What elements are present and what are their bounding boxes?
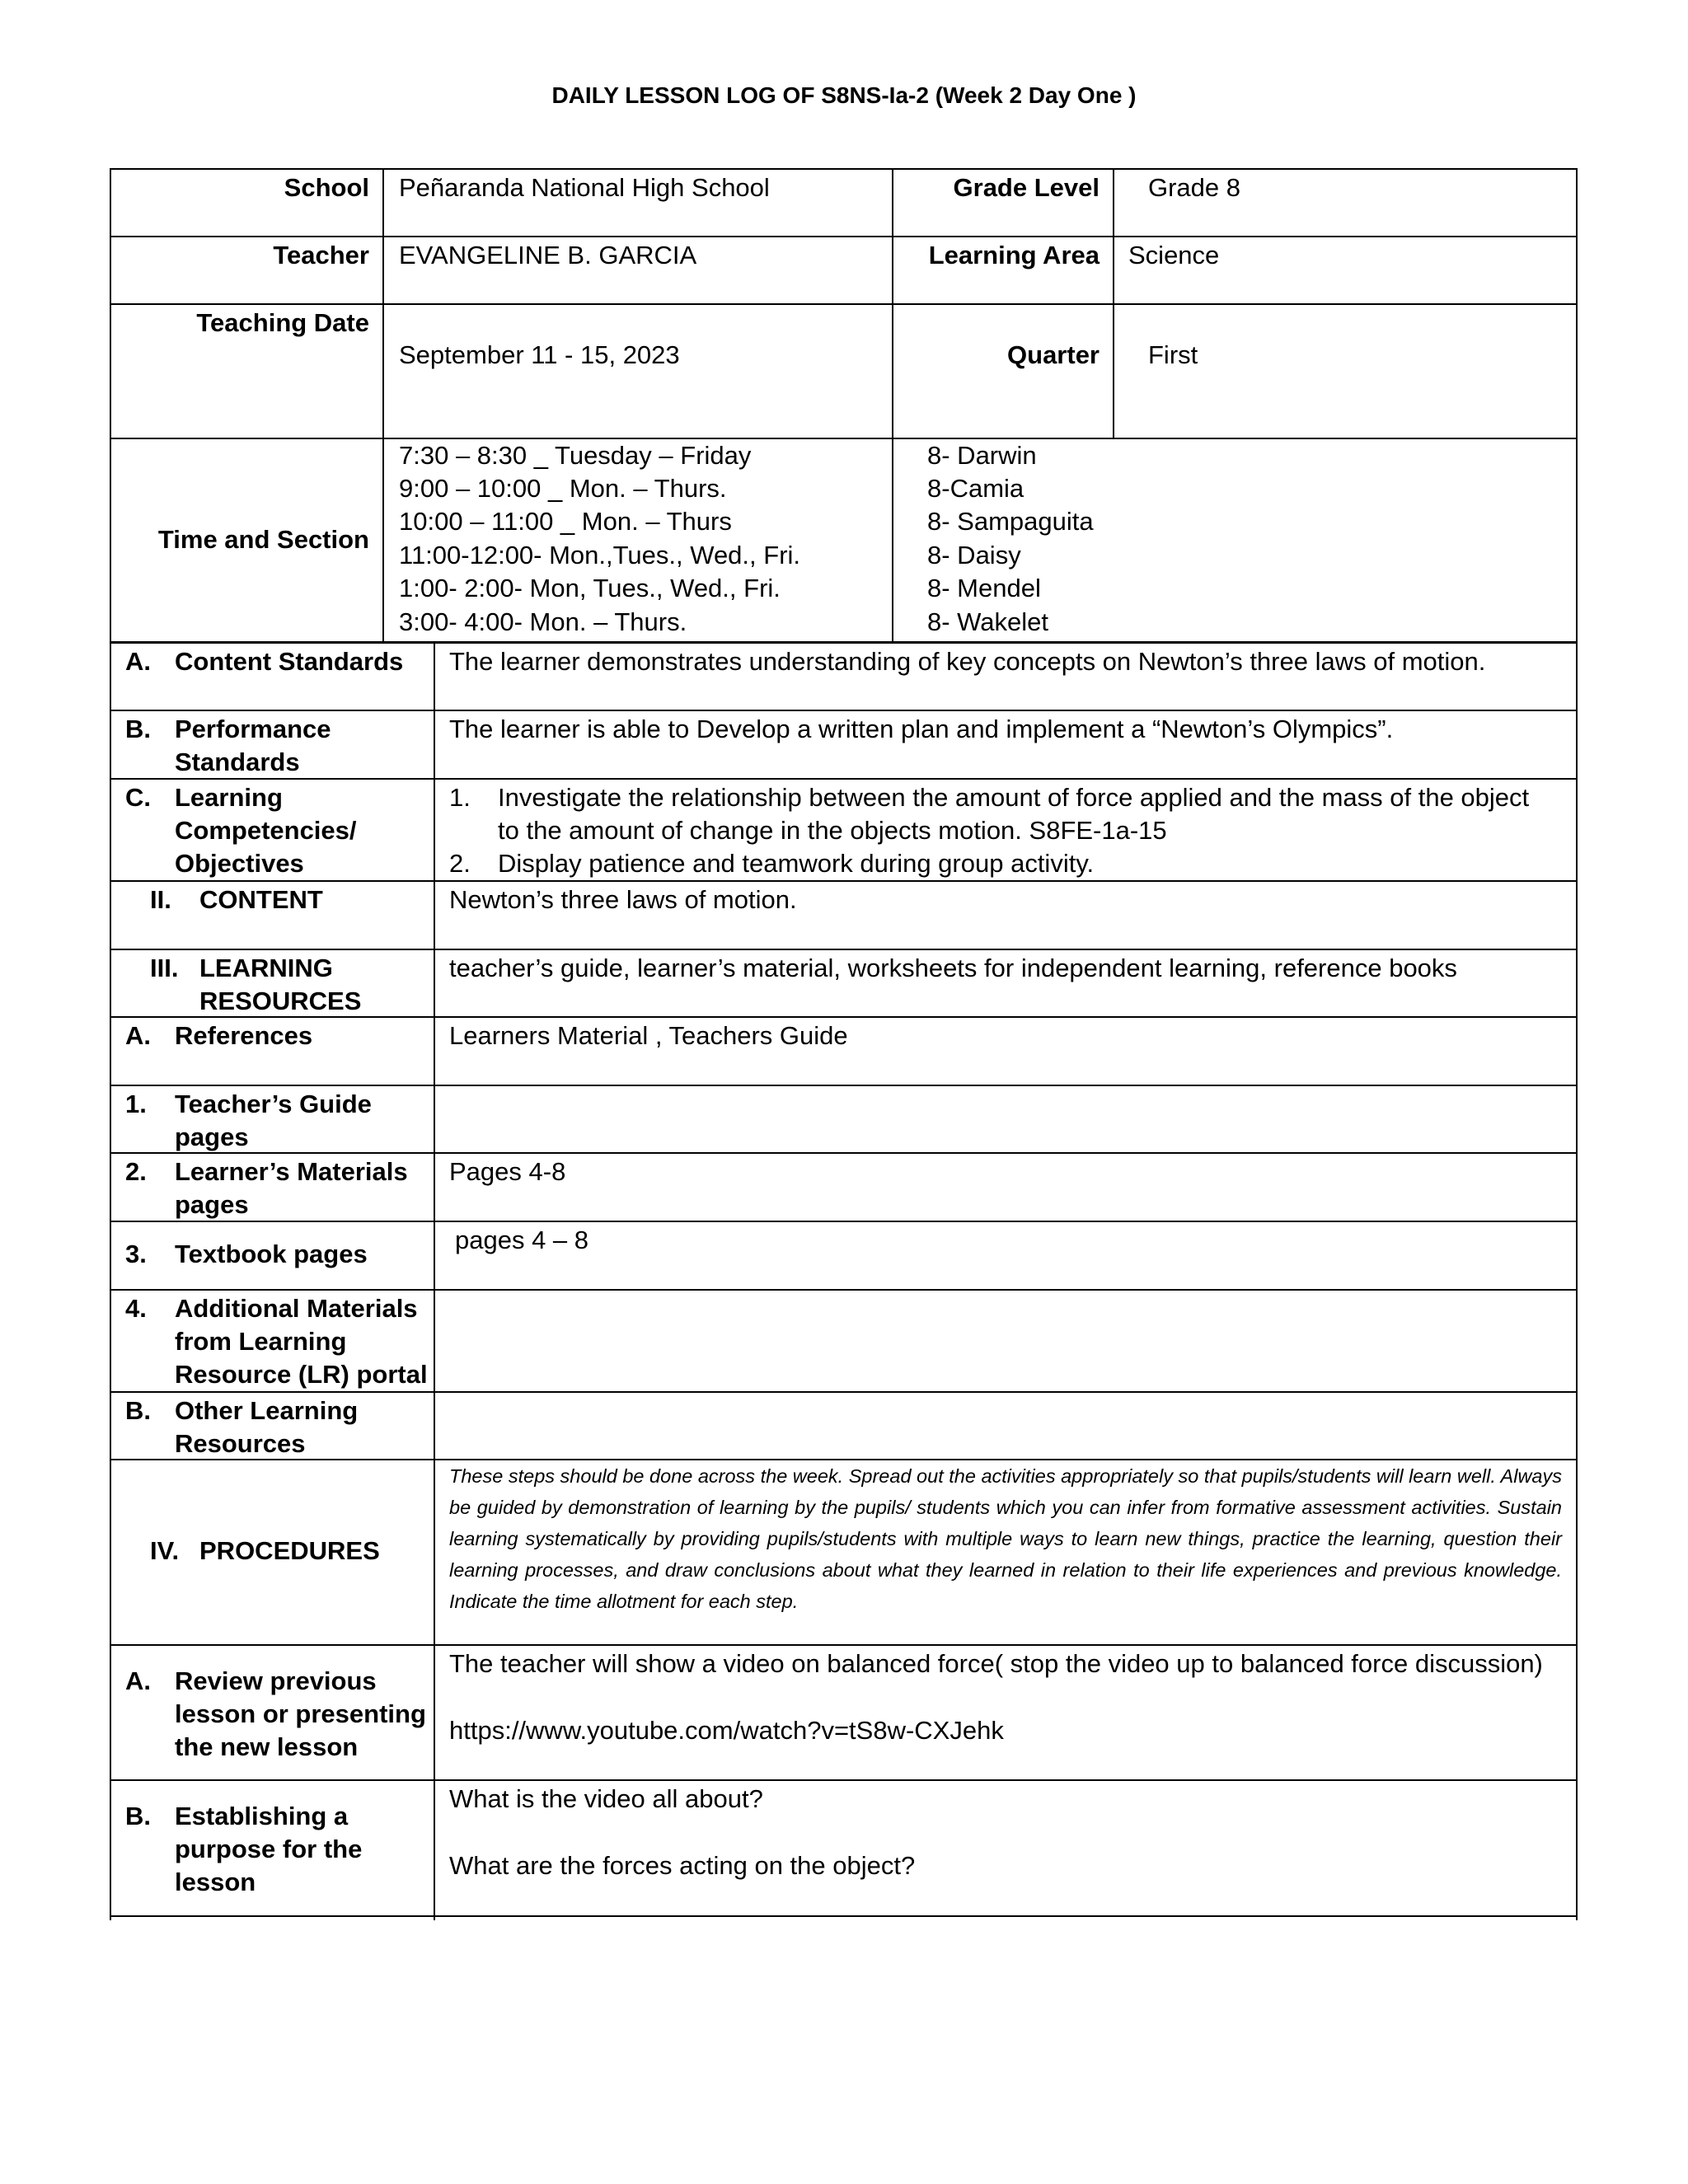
objective-text: Display patience and teamwork during group activity. (498, 849, 1095, 878)
teaching-date-value: September 11 - 15, 2023 (399, 340, 680, 369)
performance-standards-label: Standards (175, 748, 300, 776)
performance-standards-value: The learner is able to Develop a written plan and implement a “Newton’s Olympics”. (449, 715, 1394, 743)
review-label: lesson or presenting (175, 1699, 426, 1728)
table-border-left (110, 168, 111, 1920)
body-row-divider (110, 1391, 1578, 1393)
time-item: 10:00 – 11:00 _ Mon. – Thurs (399, 507, 732, 536)
quarter-value: First (1148, 340, 1198, 369)
tg-pages-label: Teacher’s Guide (175, 1090, 372, 1118)
row-number: B. (125, 715, 151, 743)
body-row-divider (110, 1289, 1578, 1291)
teacher-label: Teacher (273, 241, 369, 269)
references-label: References (175, 1021, 313, 1050)
purpose-label: Establishing a (175, 1802, 349, 1830)
body-row-divider (110, 1152, 1578, 1154)
performance-standards-label: Performance (175, 715, 331, 743)
document-title: DAILY LESSON LOG OF S8NS-Ia-2 (Week 2 Day One ) (551, 82, 1137, 108)
time-item: 11:00-12:00- Mon.,Tues., Wed., Fri. (399, 541, 801, 569)
body-row-divider (110, 949, 1578, 950)
textbook-value: pages 4 – 8 (455, 1226, 589, 1254)
time-item: 9:00 – 10:00 _ Mon. – Thurs. (399, 474, 727, 503)
content-standards-value: The learner demonstrates understanding of key concepts on Newton’s three laws of motion. (449, 647, 1486, 676)
header-col-divider (382, 168, 384, 642)
body-row-divider (110, 1085, 1578, 1086)
competencies-label: Objectives (175, 849, 304, 878)
review-text: The teacher will show a video on balanced force( stop the video up to balanced force discussion) (449, 1649, 1543, 1678)
additional-materials-label: Resource (LR) portal (175, 1360, 428, 1389)
objective-text: Investigate the relationship between the amount of force applied and the mass of the object (498, 783, 1530, 812)
row-number: B. (125, 1396, 151, 1425)
lm-pages-value: Pages 4-8 (449, 1157, 566, 1186)
content-value: Newton’s three laws of motion. (449, 885, 797, 914)
procedures-note: These steps should be done across the week. Spread out the activities appropriately so that pupils/students will learn well. Always be guided by demonstration of learning by the pupils/ students which you can infer from formative assessment activities. Sustain learning systematically by providing pupils/students with multiple ways to learn new things, practice the learning, question their learning processes, and draw conclusions about what they learned in relation to their life experiences and previous knowledge. Indicate the time allotment for each step. (449, 1465, 1562, 1612)
lm-pages-label: Learner’s Materials (175, 1157, 408, 1186)
purpose-question: What are the forces acting on the object? (449, 1851, 916, 1880)
learning-resources-label: RESOURCES (199, 987, 362, 1015)
other-resources-label: Other Learning (175, 1396, 359, 1425)
video-link[interactable]: https://www.youtube.com/watch?v=tS8w-CXJehk (449, 1716, 1004, 1745)
references-value: Learners Material , Teachers Guide (449, 1021, 848, 1050)
additional-materials-label: from Learning (175, 1327, 347, 1356)
table-border-right (1576, 168, 1578, 1920)
row-number: IV. (150, 1536, 180, 1565)
learning-resources-value: teacher’s guide, learner’s material, worksheets for independent learning, reference books (449, 954, 1457, 982)
quarter-label: Quarter (1007, 340, 1100, 369)
school-value: Peñaranda National High School (399, 173, 770, 202)
body-row-divider (110, 1779, 1578, 1781)
body-row-divider (110, 778, 1578, 780)
learning-area-label: Learning Area (928, 241, 1100, 269)
purpose-label: purpose for the (175, 1835, 363, 1863)
body-row-divider (110, 1644, 1578, 1646)
header-col-divider (892, 168, 893, 642)
header-row-divider (110, 236, 1578, 237)
purpose-question: What is the video all about? (449, 1784, 763, 1813)
header-row-divider (110, 641, 1578, 644)
content-standards-label: Content Standards (175, 647, 404, 676)
table-border-bottom (110, 1915, 1578, 1917)
objective-number: 2. (449, 849, 471, 878)
time-item: 1:00- 2:00- Mon, Tues., Wed., Fri. (399, 574, 781, 602)
header-row-divider (110, 303, 1578, 305)
content-label: CONTENT (199, 885, 323, 914)
section-item: 8- Daisy (927, 541, 1021, 569)
objective-number: 1. (449, 783, 471, 812)
purpose-label: lesson (175, 1868, 256, 1896)
body-col-divider (434, 642, 435, 1920)
row-number: B. (125, 1802, 151, 1830)
teacher-value: EVANGELINE B. GARCIA (399, 241, 697, 269)
competencies-label: Competencies/ (175, 816, 357, 845)
review-label: the new lesson (175, 1732, 359, 1761)
learning-area-value: Science (1128, 241, 1220, 269)
row-number: 4. (125, 1294, 147, 1323)
section-item: 8-Camia (927, 474, 1025, 503)
row-number: C. (125, 783, 151, 812)
row-number: A. (125, 1666, 151, 1695)
school-label: School (284, 173, 369, 202)
header-col-divider (1113, 168, 1114, 438)
other-resources-label: Resources (175, 1429, 306, 1458)
procedures-label: PROCEDURES (199, 1536, 380, 1565)
body-row-divider (110, 1221, 1578, 1222)
section-item: 8- Mendel (927, 574, 1041, 602)
review-label: Review previous (175, 1666, 377, 1695)
row-number: III. (150, 954, 179, 982)
body-row-divider (110, 880, 1578, 882)
row-number: 3. (125, 1240, 147, 1268)
row-number: II. (150, 885, 171, 914)
lm-pages-label: pages (175, 1190, 249, 1219)
row-number: A. (125, 647, 151, 676)
row-number: 1. (125, 1090, 147, 1118)
objective-text: to the amount of change in the objects motion. S8FE-1a-15 (498, 816, 1167, 845)
section-item: 8- Wakelet (927, 607, 1049, 636)
table-border-top (110, 168, 1578, 170)
learning-resources-label: LEARNING (199, 954, 333, 982)
row-number: 2. (125, 1157, 147, 1186)
time-item: 3:00- 4:00- Mon. – Thurs. (399, 607, 687, 636)
teaching-date-label: Teaching Date (196, 308, 369, 337)
grade-level-value: Grade 8 (1148, 173, 1241, 202)
grade-level-label: Grade Level (953, 173, 1100, 202)
body-row-divider (110, 710, 1578, 711)
tg-pages-label: pages (175, 1122, 249, 1151)
section-item: 8- Darwin (927, 441, 1037, 470)
competencies-label: Learning (175, 783, 283, 812)
textbook-label: Textbook pages (175, 1240, 368, 1268)
row-number: A. (125, 1021, 151, 1050)
additional-materials-label: Additional Materials (175, 1294, 418, 1323)
section-item: 8- Sampaguita (927, 507, 1094, 536)
time-section-label: Time and Section (157, 525, 369, 554)
time-item: 7:30 – 8:30 _ Tuesday – Friday (399, 441, 752, 470)
